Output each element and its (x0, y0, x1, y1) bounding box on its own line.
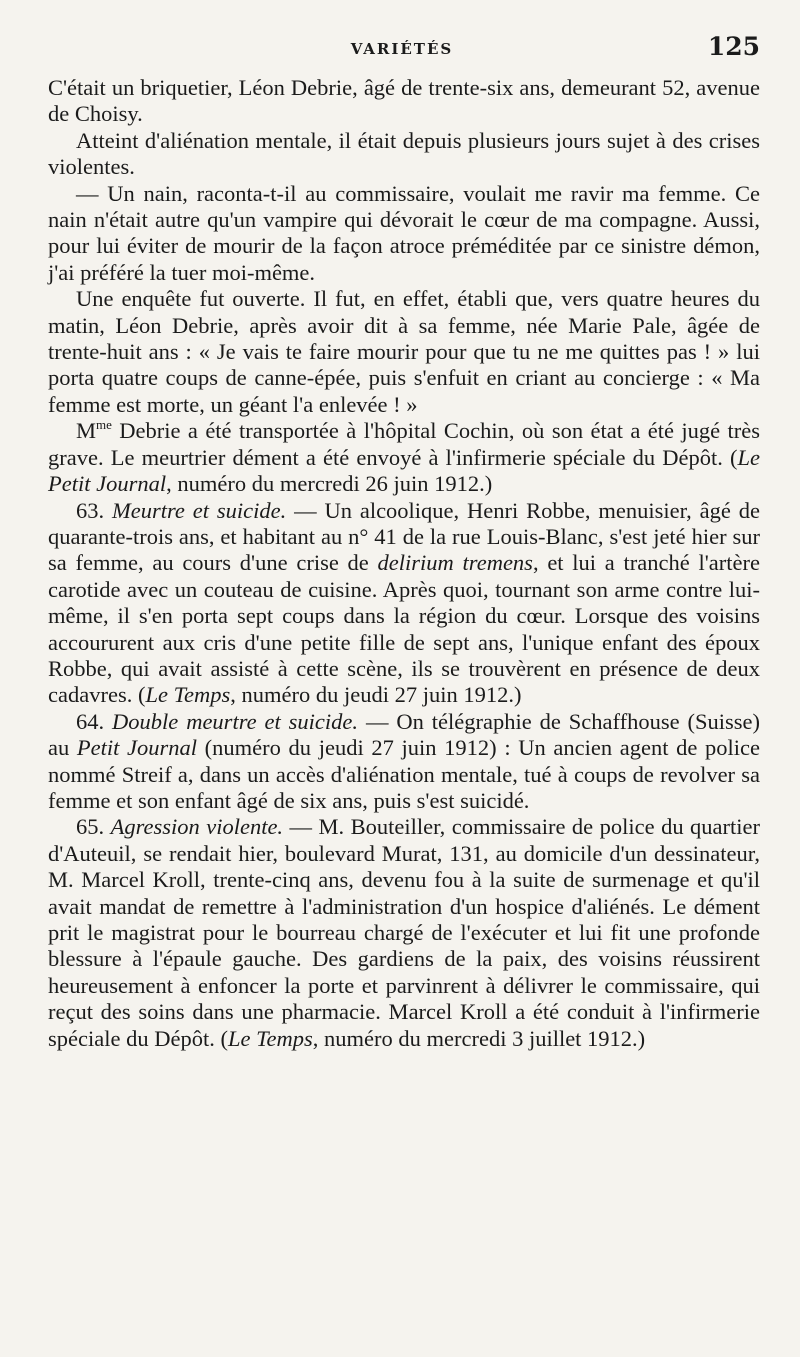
paragraph-63 (48, 498, 760, 709)
running-head: VARIÉTÉS (350, 40, 454, 58)
paragraph-63-text-c: , numéro du jeudi 27 juin 1912.) (230, 682, 522, 708)
entry-title: Agression violente. (110, 814, 284, 840)
source-citation: Petit Journal (76, 735, 198, 761)
paragraph-5 (48, 418, 760, 497)
paragraph-5-text-a: Debrie a été transportée à l'hôpital Cochin, où son état a été jugé très grave. Le meurtrier dément a été envoyé à l'infirmerie spéciale du Dépôt. ( (48, 418, 760, 470)
entry-title: Double meurtre et suicide. (112, 708, 359, 734)
paragraph-64 (48, 709, 760, 815)
body-text (48, 75, 760, 1052)
paragraph-5-text-b: , numéro du mercredi 26 juin 1912.) (166, 471, 493, 497)
paragraph-2: Atteint d'aliénation mentale, il était depuis plusieurs jours sujet à des crises violentes. (48, 127, 760, 180)
source-citation: Le Petit Journal (48, 444, 760, 497)
paragraph-3: — Un nain, raconta-t-il au commissaire, voulait me ravir ma femme. Ce nain n'était autre qu'un vampire qui dévorait le cœur de ma compagne. Aussi, pour lui éviter de mourir de la façon atroce préméditée par ce sinistre démon, j'ai préféré la tuer moi-même. (48, 180, 760, 285)
honorific: M (76, 418, 97, 444)
paragraph-65-text-b: , numéro du mercredi 3 juillet 1912.) (312, 1025, 646, 1051)
honorific-superscript: me (96, 417, 112, 433)
source-citation: Le Temps (227, 1025, 313, 1051)
paragraph-63-text-b: , et lui a tranché l'artère carotide avec un couteau de cuisine. Après quoi, tournant son arme contre lui-même, il s'en porta sept coups dans la région du cœur. Lorsque des voisins accoururent aux cris d'une petite fille de sept ans, l'unique enfant des époux Robbe, qui avait assisté à cette scène, ils se trouvèrent en présence de deux cadavres. ( (48, 550, 760, 708)
paragraph-65 (48, 814, 760, 1052)
entry-number: 63. (76, 497, 112, 523)
source-citation: Le Temps (145, 682, 231, 708)
paragraph-64-text-a: — On télégraphie de Schaffhouse (Suisse) au (48, 708, 761, 761)
entry-title: Meurtre et suicide. (112, 497, 287, 523)
paragraph-1: C'était un briquetier, Léon Debrie, âgé de trente-six ans, demeurant 52, avenue de Choisy. (48, 75, 760, 127)
paragraph-64-text-b: (numéro du jeudi 27 juin 1912) : Un ancien agent de police nommé Streif a, dans un accès d'aliénation mentale, tué à coups de revolver sa femme et son enfant âgé de six ans, puis s'est suicidé. (48, 735, 760, 813)
entry-number: 64. (76, 708, 113, 734)
entry-number: 65. (76, 814, 111, 840)
paragraph-65-text-a: — M. Bouteiller, commissaire de police du quartier d'Auteuil, se rendait hier, boulevard Murat, 131, au domicile d'un dessinateur, M. Marcel Kroll, trente-cinq ans, devenu fou à la suite de surmenage et qu'il avait mandat de remettre à l'administration d'un hospice d'aliénés. Le dément prit le magistrat pour le bourreau chargé de l'exécuter et lui fit une profonde blessure à l'épaule gauche. Des gardiens de la paix, des voisins réussirent heureusement à enfoncer la porte et parvinrent à délivrer le commissaire, qui reçut des soins dans une pharmacie. Marcel Kroll a été conduit à l'infirmerie spéciale du Dépôt. ( (48, 814, 760, 1051)
latin-term: delirium tremens (377, 550, 533, 576)
paragraph-4: Une enquête fut ouverte. Il fut, en effet, établi que, vers quatre heures du matin, Léon Debrie, après avoir dit à sa femme, née Marie Pale, âgée de trente-huit ans : « Je vais te faire mourir pour que tu ne me quittes pas ! » lui porta quatre coups de canne-épée, puis s'enfuit en criant au concierge : « Ma femme est morte, un géant l'a enlevée ! » (48, 286, 760, 417)
paragraph-63-text-a: — Un alcoolique, Henri Robbe, menuisier, âgé de quarante-trois ans, et habitant au n° 41 de la rue Louis-Blanc, s'est jeté hier sur sa femme, au cours d'une crise de (48, 497, 760, 576)
page-number: 125 (707, 32, 760, 61)
page-header (44, 32, 760, 72)
